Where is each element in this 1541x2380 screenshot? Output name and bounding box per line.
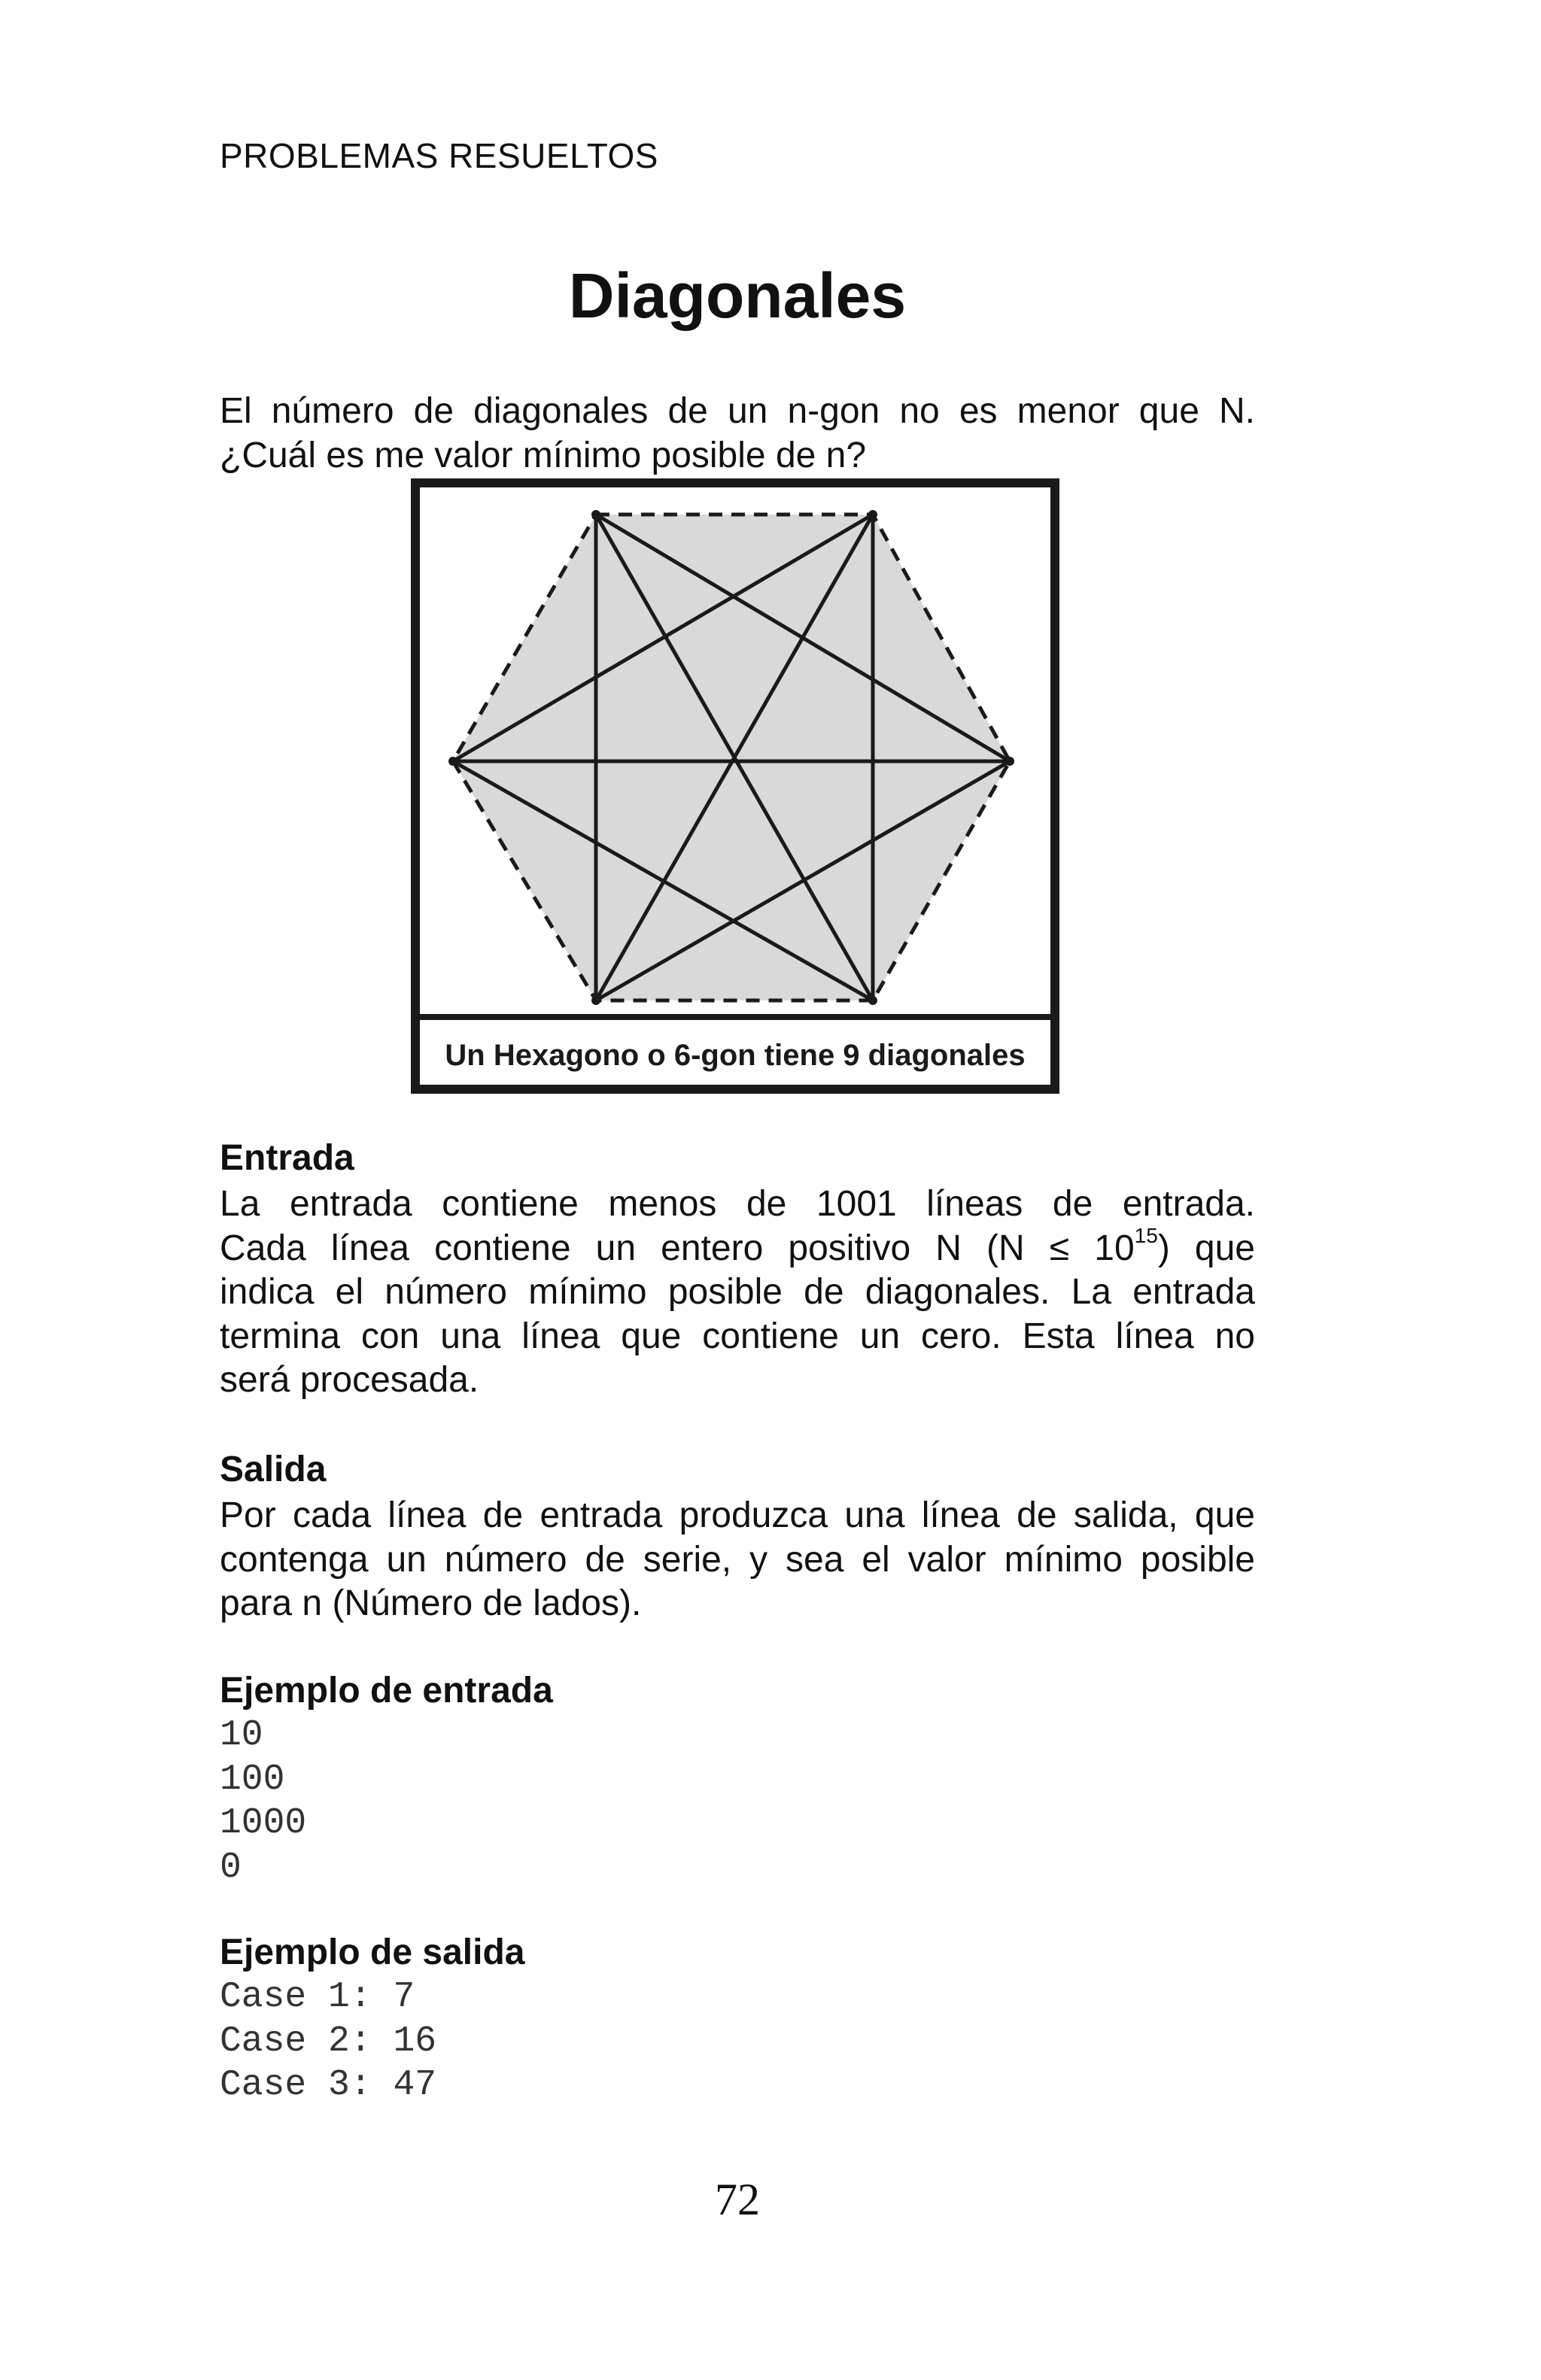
salida-line: contenga un número de serie, y sea el valor mínimo posible [220, 1539, 1255, 1580]
vertex-dot [591, 510, 600, 519]
salida-heading: Salida [220, 1450, 327, 1489]
vertex-dot [1005, 757, 1014, 766]
page-header: PROBLEMAS RESUELTOS [220, 136, 658, 175]
hexagon-figure [411, 478, 1059, 1094]
code-line: 100 [220, 1759, 285, 1800]
ejemplo-salida-block [220, 1975, 436, 2108]
entrada-heading: Entrada [220, 1138, 354, 1178]
vertex-dot [868, 510, 877, 519]
ejemplo-entrada-heading: Ejemplo de entrada [220, 1671, 553, 1711]
code-line: Case 1: 7 [220, 1977, 415, 2017]
ejemplo-entrada-block [220, 1714, 306, 1890]
entrada-line: termina con una línea que contiene un cero. Esta línea no [220, 1316, 1255, 1356]
code-line: Case 2: 16 [220, 2020, 437, 2062]
page-number: 72 [715, 2175, 760, 2224]
vertex-dot [591, 996, 600, 1005]
page-title: Diagonales [568, 260, 907, 331]
entrada-line: indica el número mínimo posible de diagonales. La entrada [220, 1272, 1255, 1312]
intro-paragraph [220, 390, 1255, 478]
intro-line: El número de diagonales de un n-gon no es menor que N. [220, 391, 1255, 431]
entrada-line-text: Cada línea contiene un entero positivo N (N ≤ 10 [220, 1228, 1135, 1268]
salida-paragraph [220, 1494, 1255, 1626]
code-line: 0 [220, 1847, 242, 1888]
ejemplo-salida-heading: Ejemplo de salida [220, 1932, 525, 1972]
entrada-line [220, 1223, 1255, 1271]
intro-line: ¿Cuál es me valor mínimo posible de n? [220, 435, 867, 475]
code-line: 10 [220, 1715, 263, 1756]
figure-caption: Un Hexagono o 6-gon tiene 9 diagonales [445, 1039, 1026, 1072]
code-line: Case 3: 47 [220, 2065, 437, 2105]
entrada-line: será procesada. [220, 1360, 479, 1400]
vertex-dot [448, 757, 457, 766]
entrada-paragraph [220, 1182, 1255, 1403]
entrada-line-text: ) que [1157, 1228, 1255, 1268]
vertex-dot [868, 996, 877, 1005]
code-line: 1000 [220, 1803, 307, 1844]
salida-line: Por cada línea de entrada produzca una línea de salida, que [220, 1495, 1255, 1535]
exponent: 15 [1134, 1223, 1158, 1247]
entrada-line: La entrada contiene menos de 1001 líneas de entrada. [220, 1184, 1255, 1224]
salida-line: para n (Número de lados). [220, 1583, 642, 1623]
